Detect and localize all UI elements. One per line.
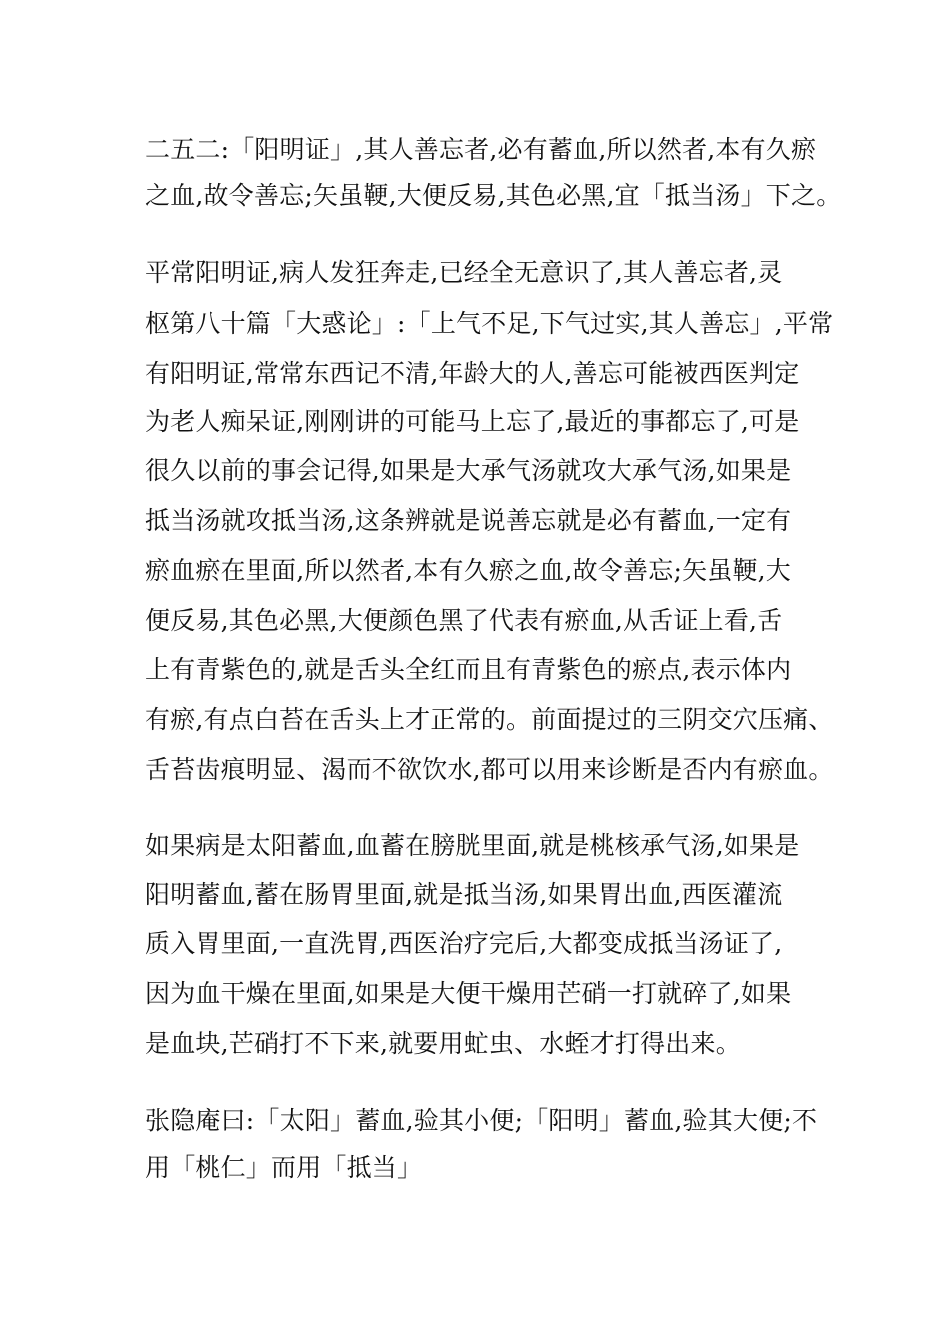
text-line: 抵当汤就攻抵当汤,这条辨就是说善忘就是必有蓄血,一定有	[145, 506, 792, 535]
text-line: 舌苔齿痕明显、渴而不欲饮水,都可以用来诊断是否内有瘀血。	[145, 755, 834, 784]
text-line: 阳明蓄血,蓄在肠胃里面,就是抵当汤,如果胃出血,西医灌流	[145, 880, 783, 909]
text-line: 枢第八十篇「大惑论」:「上气不足,下气过实,其人善忘」,平常	[145, 309, 834, 338]
text-line: 质入胃里面,一直洗胃,西医治疗完后,大都变成抵当汤证了,	[145, 929, 783, 958]
text-line: 因为血干燥在里面,如果是大便干燥用芒硝一打就碎了,如果	[145, 979, 792, 1008]
text-line: 用「桃仁」而用「抵当」	[145, 1153, 423, 1182]
text-line: 为老人痴呆证,刚刚讲的可能马上忘了,最近的事都忘了,可是	[145, 407, 800, 436]
text-line: 是血块,芒硝打不下来,就要用虻虫、水蛭才打得出来。	[145, 1029, 741, 1058]
text-line: 有瘀,有点白苔在舌头上才正常的。前面提过的三阴交穴压痛、	[145, 705, 834, 734]
text-line: 很久以前的事会记得,如果是大承气汤就攻大承气汤,如果是	[145, 456, 792, 485]
text-line: 如果病是太阳蓄血,血蓄在膀胱里面,就是桃核承气汤,如果是	[145, 831, 800, 860]
text-line: 有阳明证,常常东西记不清,年龄大的人,善忘可能被西医判定	[145, 359, 800, 388]
text-line: 二五二:「阳明证」,其人善忘者,必有蓄血,所以然者,本有久瘀	[145, 135, 817, 164]
text-line: 上有青紫色的,就是舌头全红而且有青紫色的瘀点,表示体内	[145, 655, 792, 684]
text-line: 张隐庵曰:「太阳」蓄血,验其小便;「阳明」蓄血,验其大便;不	[145, 1106, 818, 1135]
text-line: 平常阳明证,病人发狂奔走,已经全无意识了,其人善忘者,灵	[145, 258, 783, 287]
text-line: 之血,故令善忘;矢虽鞕,大便反易,其色必黑,宜「抵当汤」下之。	[145, 181, 842, 210]
text-line: 瘀血瘀在里面,所以然者,本有久瘀之血,故令善忘;矢虽鞕,大	[145, 556, 792, 585]
text-line: 便反易,其色必黑,大便颜色黑了代表有瘀血,从舌证上看,舌	[145, 606, 783, 635]
